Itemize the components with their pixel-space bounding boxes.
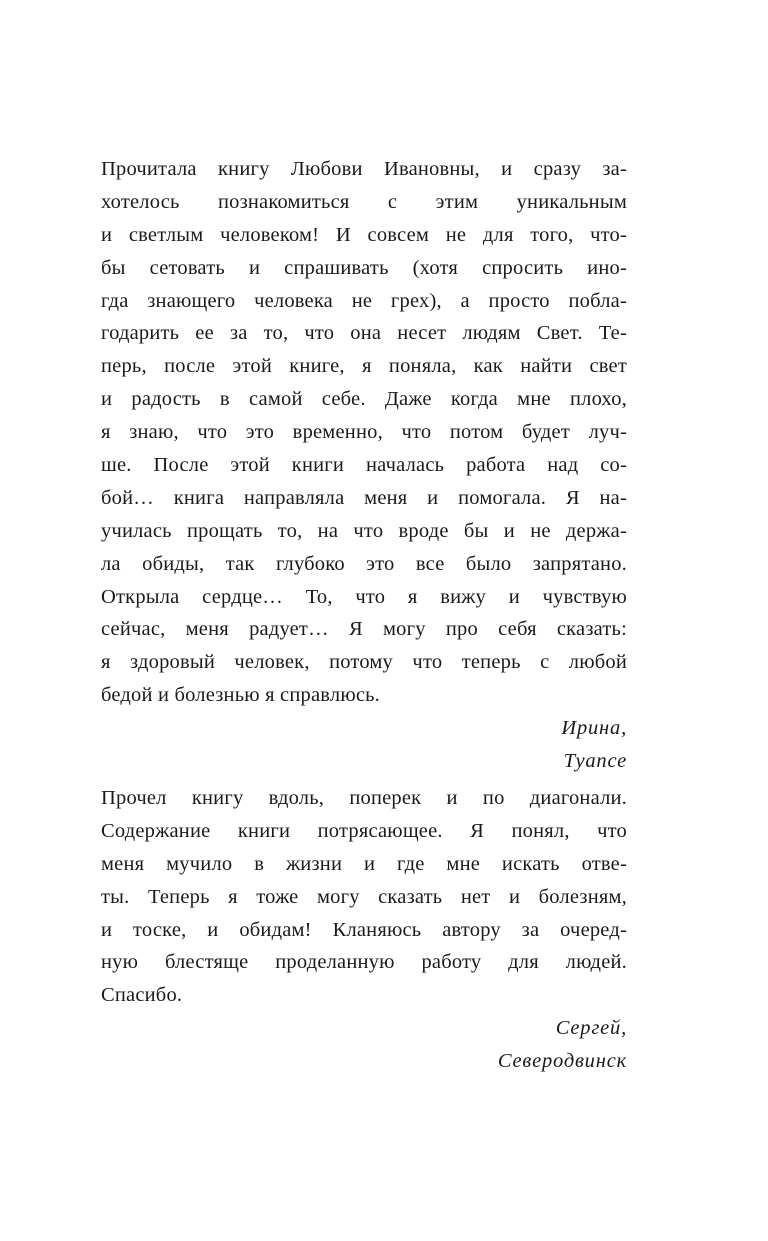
review-line: училась прощать то, на что вроде бы и не держа- <box>101 519 627 542</box>
review-line: годарить ее за то, что она несет людям Свет. Те- <box>101 322 627 345</box>
review-line: ную блестяще проделанную работу для людей. <box>101 951 627 974</box>
review-line: меня мучило в жизни и где мне искать отве- <box>101 852 627 875</box>
review-city: Туапсе <box>563 750 627 773</box>
review-line: я знаю, что это временно, что потом будет луч- <box>101 421 627 444</box>
review-author: Ирина, <box>561 717 627 740</box>
review-city: Северодвинск <box>497 1050 627 1073</box>
review-author: Сергей, <box>555 1017 627 1040</box>
review-line: и тоске, и обидам! Кланяюсь автору за очеред- <box>101 918 627 941</box>
review-line: Прочел книгу вдоль, поперек и по диагонали. <box>101 787 627 809</box>
review-line: ты. Теперь я тоже могу сказать нет и болезням, <box>101 885 627 908</box>
review-line: Содержание книги потрясающее. Я понял, что <box>101 819 627 842</box>
review-line: я здоровый человек, потому что теперь с любой <box>101 651 627 674</box>
review-irina <box>101 153 627 778</box>
review-line: сейчас, меня радует… Я могу про себя сказать: <box>101 618 627 641</box>
review-line: и радость в самой себе. Даже когда мне плохо, <box>101 388 627 411</box>
review-line: бой… книга направляла меня и помогала. Я на- <box>101 486 627 509</box>
review-sergey <box>101 782 627 1078</box>
review-line: хотелось познакомиться с этим уникальным <box>101 190 627 213</box>
review-line: ла обиды, так глубоко это все было запрятано. <box>101 552 627 575</box>
review-line: Открыла сердце… То, что я вижу и чувствую <box>101 585 627 608</box>
review-line: ше. После этой книги началась работа над со- <box>101 454 627 477</box>
review-line: бедой и болезнью я справлюсь. <box>101 684 381 707</box>
review-line: бы сетовать и спрашивать (хотя спросить ино- <box>101 256 627 279</box>
review-line: гда знающего человека не грех), а просто побла- <box>101 289 627 312</box>
review-line: Спасибо. <box>101 984 183 1007</box>
review-line: и светлым человеком! И совсем не для того, что- <box>101 223 627 246</box>
review-line: перь, после этой книге, я поняла, как найти свет <box>101 355 627 378</box>
review-line: Прочитала книгу Любови Ивановны, и сразу за- <box>101 158 627 180</box>
